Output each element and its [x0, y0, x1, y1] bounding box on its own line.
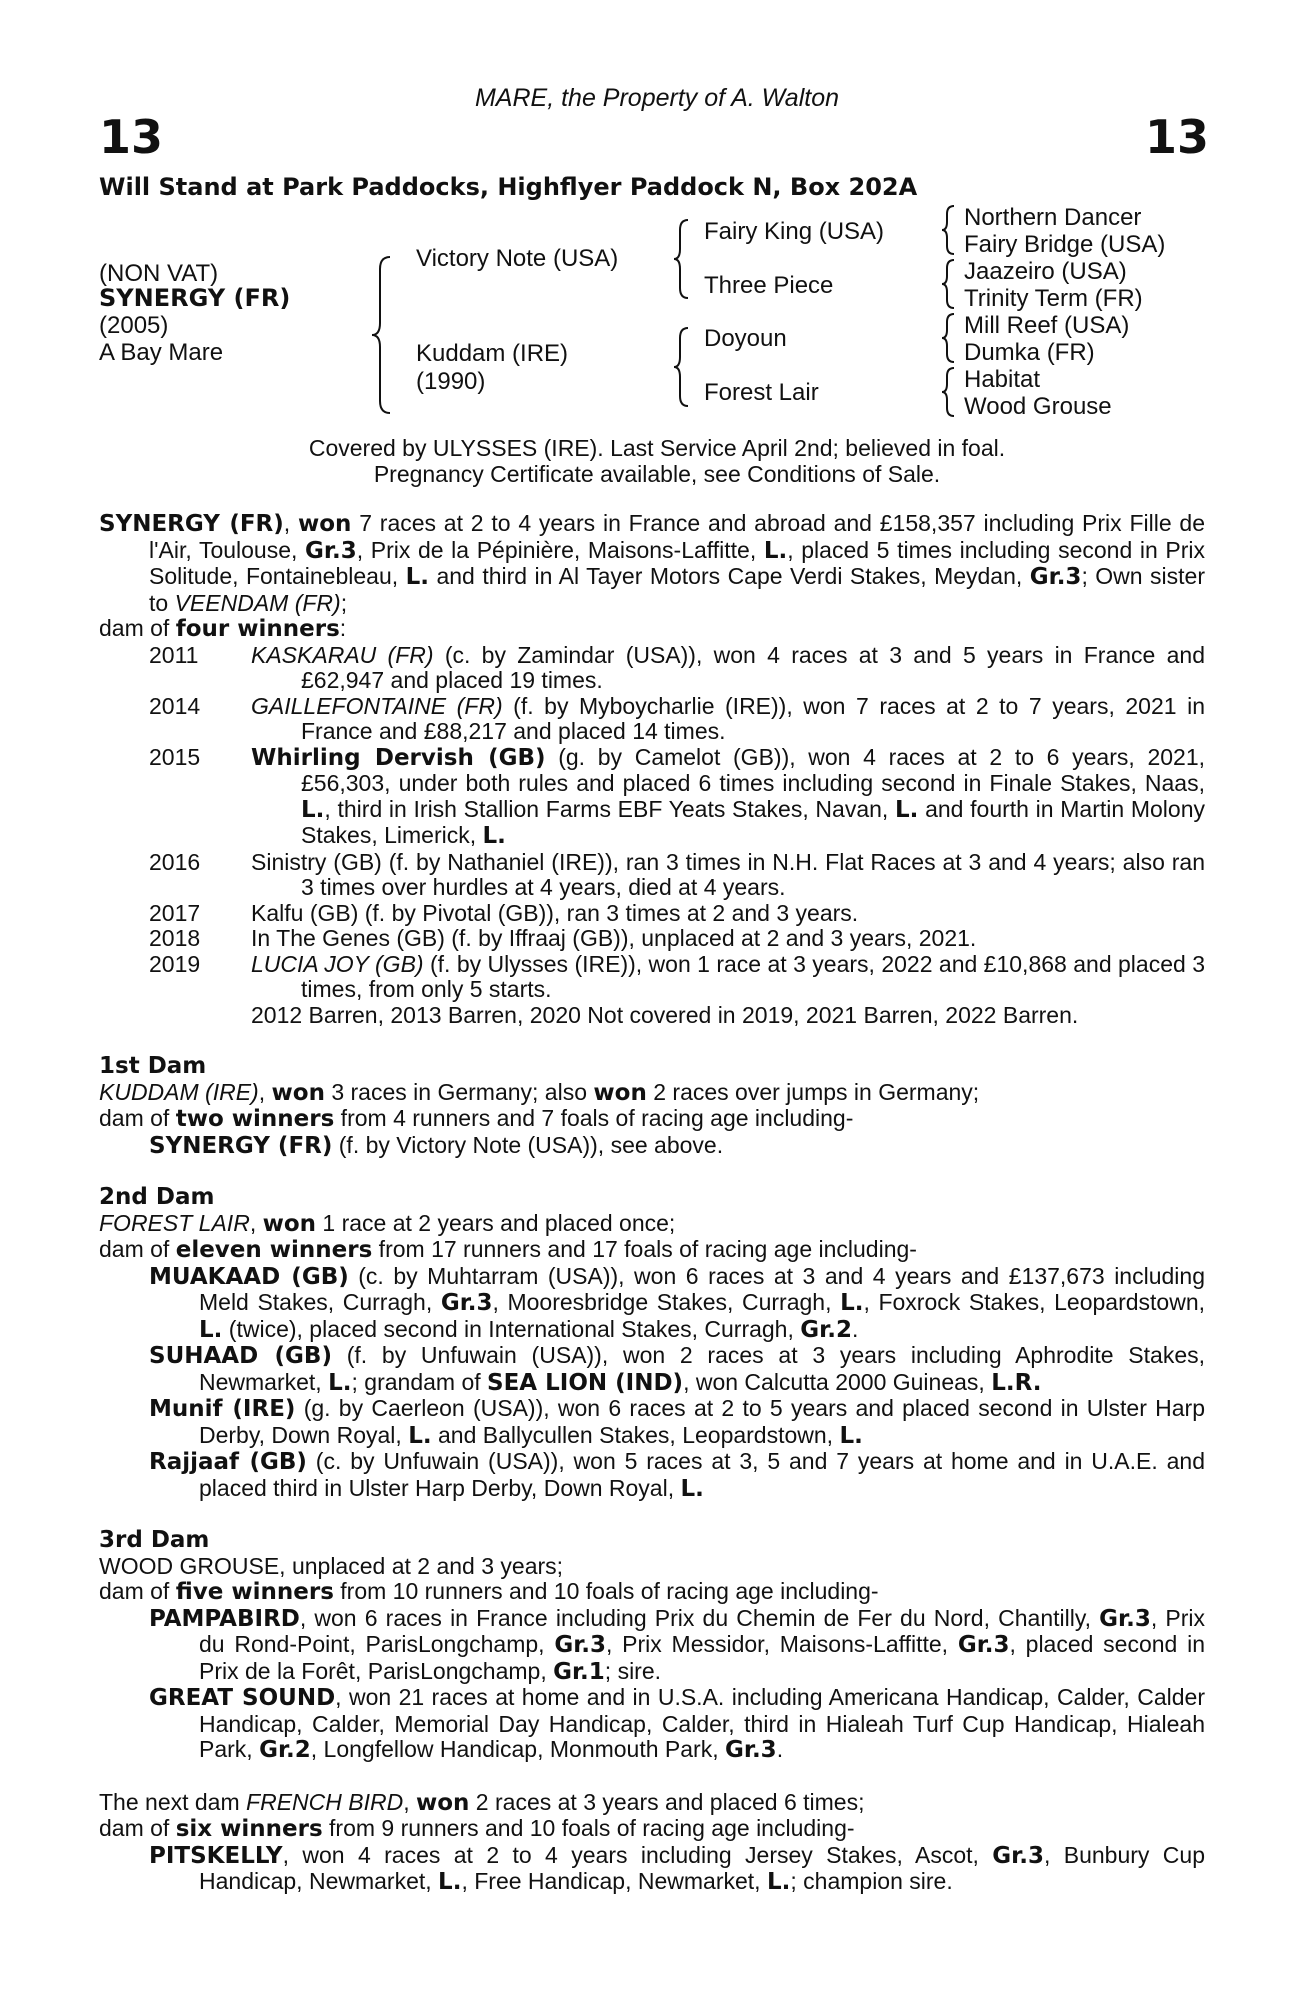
- progeny-row: 2018 In The Genes (GB) (f. by Iffraaj (GB)), unplaced at 2 and 3 years, 2021.: [149, 925, 977, 951]
- covered-line-2: Pregnancy Certificate available, see Conditions of Sale.: [373, 461, 941, 487]
- second-dam-produce: dam of eleven winners from 17 runners and 17 foals of racing age including-: [99, 1236, 917, 1263]
- first-dam-produce: dam of two winners from 4 runners and 7 foals of racing age including-: [99, 1105, 854, 1132]
- ancestor-2: Fairy Bridge (USA): [964, 231, 1166, 258]
- page-header: MARE, the Property of A. Walton: [474, 84, 840, 112]
- third-dam-produce: dam of five winners from 10 runners and 10 foals of racing age including-: [99, 1578, 879, 1605]
- ancestor-6: Dumka (FR): [964, 339, 1095, 366]
- sister-name: VEENDAM (FR): [174, 589, 341, 616]
- dam-dam: Forest Lair: [704, 379, 819, 406]
- lot-number-left: 13: [99, 110, 164, 164]
- catalogue-body: [99, 511, 1205, 1896]
- second-dam-heading: 2nd Dam: [99, 1184, 215, 1210]
- sire-dam-brace: [370, 255, 394, 415]
- covered-line-1: Covered by ULYSSES (IRE). Last Service April 2nd; believed in foal.: [308, 435, 1006, 461]
- ancestor-1: Northern Dancer: [964, 204, 1142, 231]
- foal-pampabird: PAMPABIRD, won 6 races in France including Prix du Chemin de Fer du Nord, Chantilly, Gr.3, Prix du Rond-Point, ParisLongchamp, Gr.3, Prix Messidor, Maisons-Laffitte, Gr.3, placed second in Prix de la Forêt, ParisLongchamp, Gr.1; sire.: [149, 1604, 1206, 1685]
- progeny-row: 2015 Whirling Dervish (GB) (g. by Camelot (GB)), won 4 races at 2 to 6 years, 2021, £56,303, under both rules and placed 6 times including second in Finale Stakes, Naas, L., third in Irish Stallion Farms EBF Yeats Stakes, Navan, L. and fourth in Martin Molony Stakes, Limerick, L.: [149, 743, 1205, 849]
- barren-years: 2012 Barren, 2013 Barren, 2020 Not covered in 2019, 2021 Barren, 2022 Barren.: [251, 1001, 1079, 1028]
- third-dam-heading: 3rd Dam: [99, 1527, 210, 1553]
- g-brace-3: [940, 312, 958, 364]
- horse-name: SYNERGY (FR): [99, 284, 291, 312]
- progeny-row: 2017 Kalfu (GB) (f. by Pivotal (GB)), ran 3 times at 2 and 3 years.: [149, 899, 859, 926]
- vat-status: (NON VAT): [99, 260, 219, 287]
- dam-sire: Doyoun: [704, 325, 787, 352]
- first-dam-foal: SYNERGY (FR) (f. by Victory Note (USA)), see above.: [149, 1131, 724, 1159]
- foal-munif: Munif (IRE) (g. by Caerleon (USA)), won 6 races at 2 to 5 years and placed second in Ulster Harp Derby, Down Royal, L. and Ballycullen Stakes, Leopardstown, L.: [149, 1395, 1205, 1449]
- ancestor-5: Mill Reef (USA): [964, 312, 1130, 339]
- dam-year: (1990): [416, 368, 486, 395]
- sire-line-brace: [672, 218, 692, 300]
- ancestor-3: Jaazeiro (USA): [964, 258, 1127, 285]
- g-brace-2: [940, 258, 958, 310]
- first-dam-record: KUDDAM (IRE), won 3 races in Germany; also won 2 races over jumps in Germany;: [99, 1078, 980, 1106]
- synergy-record: SYNERGY (FR), won 7 races at 2 to 4 years in France and abroad and £158,357 including Prix Fille de l'Air, Toulouse, Gr.3, Prix de la Pépinière, Maisons-Laffitte, L., placed 5 times including second in Prix Solitude, Fontainebleau, L. and third in Al Tayer Motors Cape Verdi Stakes, Meydan, Gr.3; Own sister to VEENDAM (FR);: [99, 510, 1206, 616]
- sire-sire: Fairy King (USA): [704, 218, 885, 245]
- g-brace-4: [940, 366, 958, 418]
- foal-suhaad: SUHAAD (GB) (f. by Unfuwain (USA)), won 2 races at 3 years including Aphrodite Stakes, Newmarket, L.; grandam of SEA LION (IND), won Calcutta 2000 Guineas, L.R.: [149, 1342, 1205, 1396]
- g-brace-1: [940, 204, 958, 256]
- dam-line-brace: [672, 326, 692, 408]
- lot-number-right: 13: [1144, 110, 1209, 164]
- progeny-row: 2019 LUCIA JOY (GB) (f. by Ulysses (IRE)), won 1 race at 3 years, 2022 and £10,868 and placed 3 times, from only 5 starts.: [149, 950, 1205, 1002]
- dam-of-line: dam of four winners:: [99, 615, 347, 642]
- horse-description: A Bay Mare: [99, 339, 224, 366]
- progeny-row: 2016 Sinistry (GB) (f. by Nathaniel (IRE)), ran 3 times in N.H. Flat Races at 3 and 4 years; also ran 3 times over hurdles at 4 years, died at 4 years.: [149, 848, 1205, 900]
- second-dam-record: FOREST LAIR, won 1 race at 2 years and placed once;: [99, 1209, 676, 1237]
- ancestor-4: Trinity Term (FR): [964, 285, 1143, 312]
- next-dam-produce: dam of six winners from 9 runners and 10 foals of racing age including-: [99, 1815, 855, 1842]
- ancestor-8: Wood Grouse: [964, 393, 1112, 420]
- foal-muakaad: MUAKAAD (GB) (c. by Muhtarram (USA)), won 6 races at 3 and 4 years and £137,673 including Meld Stakes, Curragh, Gr.3, Mooresbridge Stakes, Curragh, L., Foxrock Stakes, Leopardstown, L. (twice), placed second in International Stakes, Curragh, Gr.2.: [149, 1262, 1205, 1343]
- foal-rajjaaf: Rajjaaf (GB) (c. by Unfuwain (USA)), won 5 races at 3, 5 and 7 years at home and in U.A.E. and placed third in Ulster Harp Derby, Down Royal, L.: [149, 1448, 1205, 1502]
- ancestor-7: Habitat: [964, 366, 1041, 393]
- first-dam-heading: 1st Dam: [99, 1053, 207, 1079]
- foal-pitskelly: PITSKELLY, won 4 races at 2 to 4 years including Jersey Stakes, Ascot, Gr.3, Bunbury Cup Handicap, Newmarket, L., Free Handicap, Newmarket, L.; champion sire.: [149, 1841, 1205, 1895]
- progeny-row: 2011 KASKARAU (FR) (c. by Zamindar (USA)), won 4 races at 3 and 5 years in France and £62,947 and placed 19 times.: [149, 641, 1206, 693]
- sire-dam: Three Piece: [704, 272, 834, 299]
- synergy-name: SYNERGY (FR): [99, 511, 284, 537]
- horse-year: (2005): [99, 312, 169, 339]
- dam: Kuddam (IRE): [416, 340, 569, 367]
- sire: Victory Note (USA): [416, 245, 619, 272]
- third-dam-record: WOOD GROUSE, unplaced at 2 and 3 years;: [99, 1552, 564, 1579]
- stand-location: Will Stand at Park Paddocks, Highflyer Paddock N, Box 202A: [99, 173, 918, 201]
- next-dam-record: The next dam FRENCH BIRD, won 2 races at 3 years and placed 6 times;: [99, 1788, 865, 1816]
- progeny-row: 2014 GAILLEFONTAINE (FR) (f. by Myboycharlie (IRE)), won 7 races at 2 to 7 years, 2021 in France and £88,217 and placed 14 times.: [149, 692, 1205, 744]
- foal-great-sound: GREAT SOUND, won 21 races at home and in U.S.A. including Americana Handicap, Calder, Calder Handicap, Calder, Memorial Day Handicap, Calder, third in Hialeah Turf Cup Handicap, Hialeah Park, Gr.2, Longfellow Handicap, Monmouth Park, Gr.3.: [149, 1684, 1205, 1763]
